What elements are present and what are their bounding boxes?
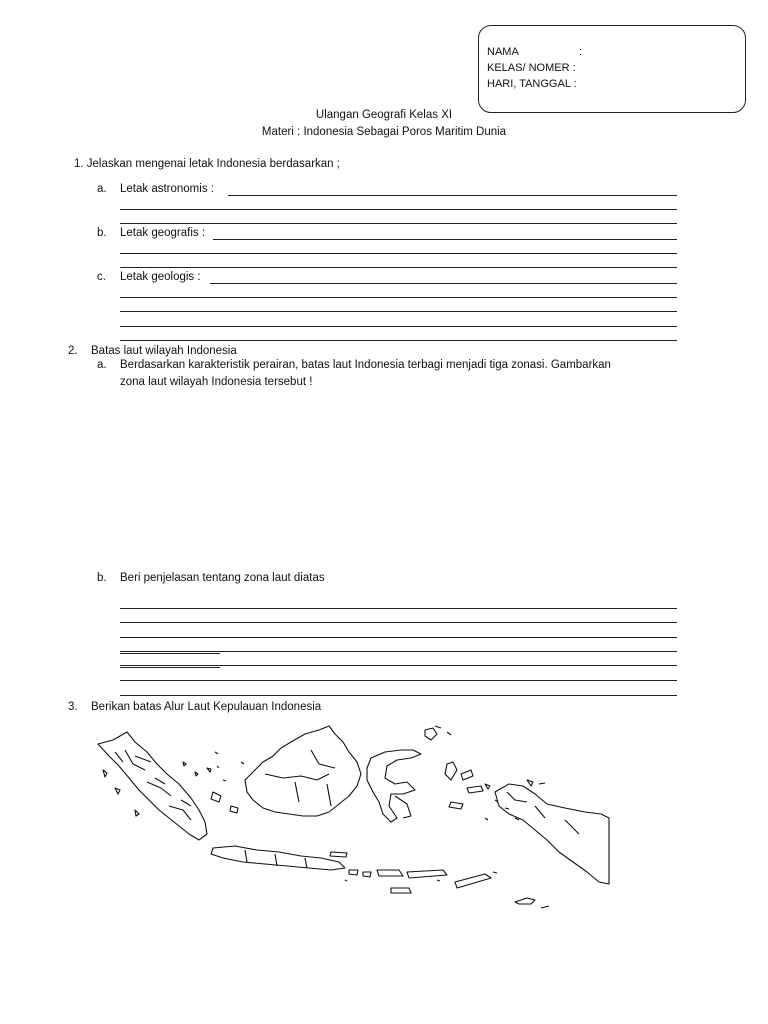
hari-row — [487, 78, 577, 90]
q1b-answer-line[interactable] — [120, 253, 677, 254]
q1c-label: Letak geologis : — [120, 271, 201, 283]
q1b-marker: b. — [97, 227, 107, 239]
q1a-answer-line[interactable] — [120, 209, 677, 210]
q1b-answer-line[interactable] — [213, 239, 677, 240]
sumatra-island — [98, 732, 207, 840]
q1-prompt: 1. Jelaskan mengenai letak Indonesia berdasarkan ; — [74, 158, 340, 170]
student-identity-box — [478, 25, 746, 113]
q2-number: 2. — [68, 345, 78, 357]
q2b-answer-line[interactable] — [120, 608, 677, 609]
nama-label: NAMA — [487, 46, 519, 58]
q3-prompt: Berikan batas Alur Laut Kepulauan Indonesia — [91, 701, 322, 713]
indonesia-map[interactable] — [95, 722, 615, 922]
papua-island — [495, 784, 609, 884]
kelas-label: KELAS/ NOMER : — [487, 62, 576, 74]
q2b-answer-line[interactable] — [120, 680, 677, 681]
q2b-short-underline — [120, 653, 220, 654]
q2a-line2: zona laut wilayah Indonesia tersebut ! — [120, 376, 313, 388]
q2b-answer-line[interactable] — [120, 695, 677, 696]
q1c-answer-line[interactable] — [120, 326, 677, 327]
q2b-marker: b. — [97, 572, 107, 584]
q1c-answer-line[interactable] — [120, 311, 677, 312]
q1a-answer-line[interactable] — [228, 195, 677, 196]
q2b-short-underline — [120, 667, 220, 668]
page-title: Ulangan Geografi Kelas XI — [315, 109, 453, 121]
q2b-answer-line[interactable] — [120, 665, 677, 666]
q2a-marker: a. — [97, 359, 107, 371]
q1c-answer-line[interactable] — [120, 297, 677, 298]
q2b-answer-line[interactable] — [120, 637, 677, 638]
nama-row — [487, 46, 582, 58]
nama-colon: : — [579, 46, 583, 58]
hari-tanggal-label: HARI, TANGGAL : — [487, 78, 577, 90]
q1b-label: Letak geografis : — [120, 227, 206, 239]
q1a-answer-line[interactable] — [120, 223, 677, 224]
q1a-label: Letak astronomis : — [120, 183, 214, 195]
q2-prompt: Batas laut wilayah Indonesia — [91, 345, 237, 357]
q1c-answer-line[interactable] — [120, 340, 677, 341]
q2b-answer-line[interactable] — [120, 651, 677, 652]
page-subtitle: Materi : Indonesia Sebagai Poros Maritim Dunia — [261, 126, 507, 138]
kalimantan-island — [245, 726, 361, 816]
q1a-marker: a. — [97, 183, 107, 195]
q2a-line1: Berdasarkan karakteristik perairan, batas laut Indonesia terbagi menjadi tiga zonasi. Gambarkan — [120, 359, 611, 371]
q2b-answer-line[interactable] — [120, 622, 677, 623]
q1b-answer-line[interactable] — [120, 267, 677, 268]
kelas-row — [487, 62, 576, 74]
q2a-drawing-area[interactable] — [120, 400, 677, 560]
q1c-marker: c. — [97, 271, 106, 283]
q2b-label: Beri penjelasan tentang zona laut diatas — [120, 572, 325, 584]
java-island — [211, 846, 345, 870]
q1c-answer-line[interactable] — [210, 283, 677, 284]
sulawesi-island — [367, 750, 421, 822]
q3-number: 3. — [68, 701, 78, 713]
